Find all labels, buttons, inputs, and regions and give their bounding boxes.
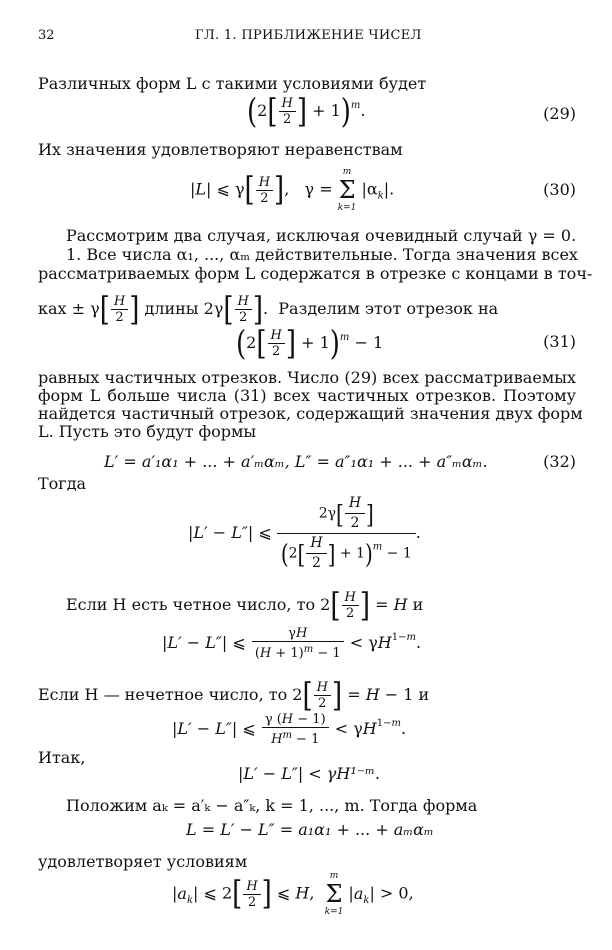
equation-result: |L′ − L″| < γH¹⁻ᵐ. [238, 764, 381, 783]
word: и [412, 595, 424, 614]
paragraph-line: Рассмотрим два случая, исключая очевидный случай γ = 0. [66, 226, 577, 245]
equation-form: L = L′ − L″ = a₁α₁ + ... + aₘαₘ [186, 820, 434, 839]
paragraph-line: Различных форм L с такими условиями будет [38, 74, 427, 93]
paragraph-line: L. Пусть это будут формы [38, 422, 257, 441]
paragraph-line: 1. Все числа α₁, ..., αₘ действительные. Тогда значения всех [66, 245, 578, 264]
running-title: ГЛ. 1. ПРИБЛИЖЕНИЕ ЧИСЕЛ [195, 28, 422, 43]
equation-number: (32) [543, 452, 576, 471]
word: длины [144, 299, 199, 318]
page-number: 32 [38, 28, 55, 43]
paragraph-line: ках ± γ[ $\frac{H}{2}$ ] длины 2γ[ $\frac{H}{2}$ ]. Разделим этот отрезок на [38, 290, 499, 329]
word: Разделим этот отрезок на [278, 299, 499, 318]
equation-number: (29) [543, 104, 576, 123]
equation-number: (31) [543, 332, 576, 351]
equation-30: |L| ⩽ γ[ $\frac{H}{2}$ ], γ = m Σ k=1 $|\alpha_k|$. [190, 167, 395, 213]
equation-conditions: $|a_k|$ ⩽ 2[ $\frac{H}{2}$ ] ⩽ H, m Σ k=1 $|a_k| > 0$, [172, 871, 414, 917]
paragraph-line: удовлетворяет условиям [38, 852, 248, 871]
word: ках [38, 299, 67, 318]
paragraph-line: Тогда [38, 474, 87, 493]
equation-32: L′ = a′₁α₁ + ... + a′ₘαₘ, L″ = a″₁α₁ + ... + a″ₘαₘ. [104, 452, 488, 471]
phrase: Если H есть четное число, то [66, 595, 316, 614]
equation-even: |L′ − L″| ⩽ $\frac{\gamma H}{(H + 1)^m - 1}$ < $\gamma H^{1-m}$. [162, 626, 422, 661]
paragraph-line: форм L больше числа (31) всех частичных отрезков. Поэтому [38, 386, 576, 405]
word: и [418, 685, 430, 704]
equation-odd: |L′ − L″| ⩽ $\frac{\gamma (H - 1)}{H^m - 1}$ < $\gamma H^{1-m}$. [172, 712, 407, 747]
equation-29: (2[ $\frac{H}{2}$ ] + 1)$^m$. [247, 92, 366, 131]
paragraph-line: равных частичных отрезков. Число (29) всех рассматриваемых [38, 368, 576, 387]
paragraph-line: Если H — нечетное число, то 2[ $\frac{H}{2}$ ] = H − 1 и [38, 676, 430, 715]
paragraph-line: найдется частичный отрезок, содержащий значения двух форм [38, 404, 583, 423]
paragraph-line: Их значения удовлетворяют неравенствам [38, 140, 403, 159]
phrase: Если H — нечетное число, то [38, 685, 288, 704]
equation-31: (2[ $\frac{H}{2}$ ] + 1)$^m$ − 1 [236, 324, 384, 363]
paragraph-line: Если H есть четное число, то 2[ $\frac{H}{2}$ ] = H и [66, 586, 424, 625]
paragraph-line: Положим aₖ = a′ₖ − a″ₖ, k = 1, ..., m. Тогда форма [66, 796, 478, 815]
paragraph-line: рассматриваемых форм L содержатся в отрезке с концами в точ- [38, 264, 593, 283]
equation-bound: |L′ − L″| ⩽ 2γ[ $\frac{H}{2}$ ] (2[ $\frac{H}{2}$ ] + 1)$^m$ − 1 . [188, 495, 421, 571]
equation-number: (30) [543, 180, 576, 199]
paragraph-line: Итак, [38, 748, 86, 767]
